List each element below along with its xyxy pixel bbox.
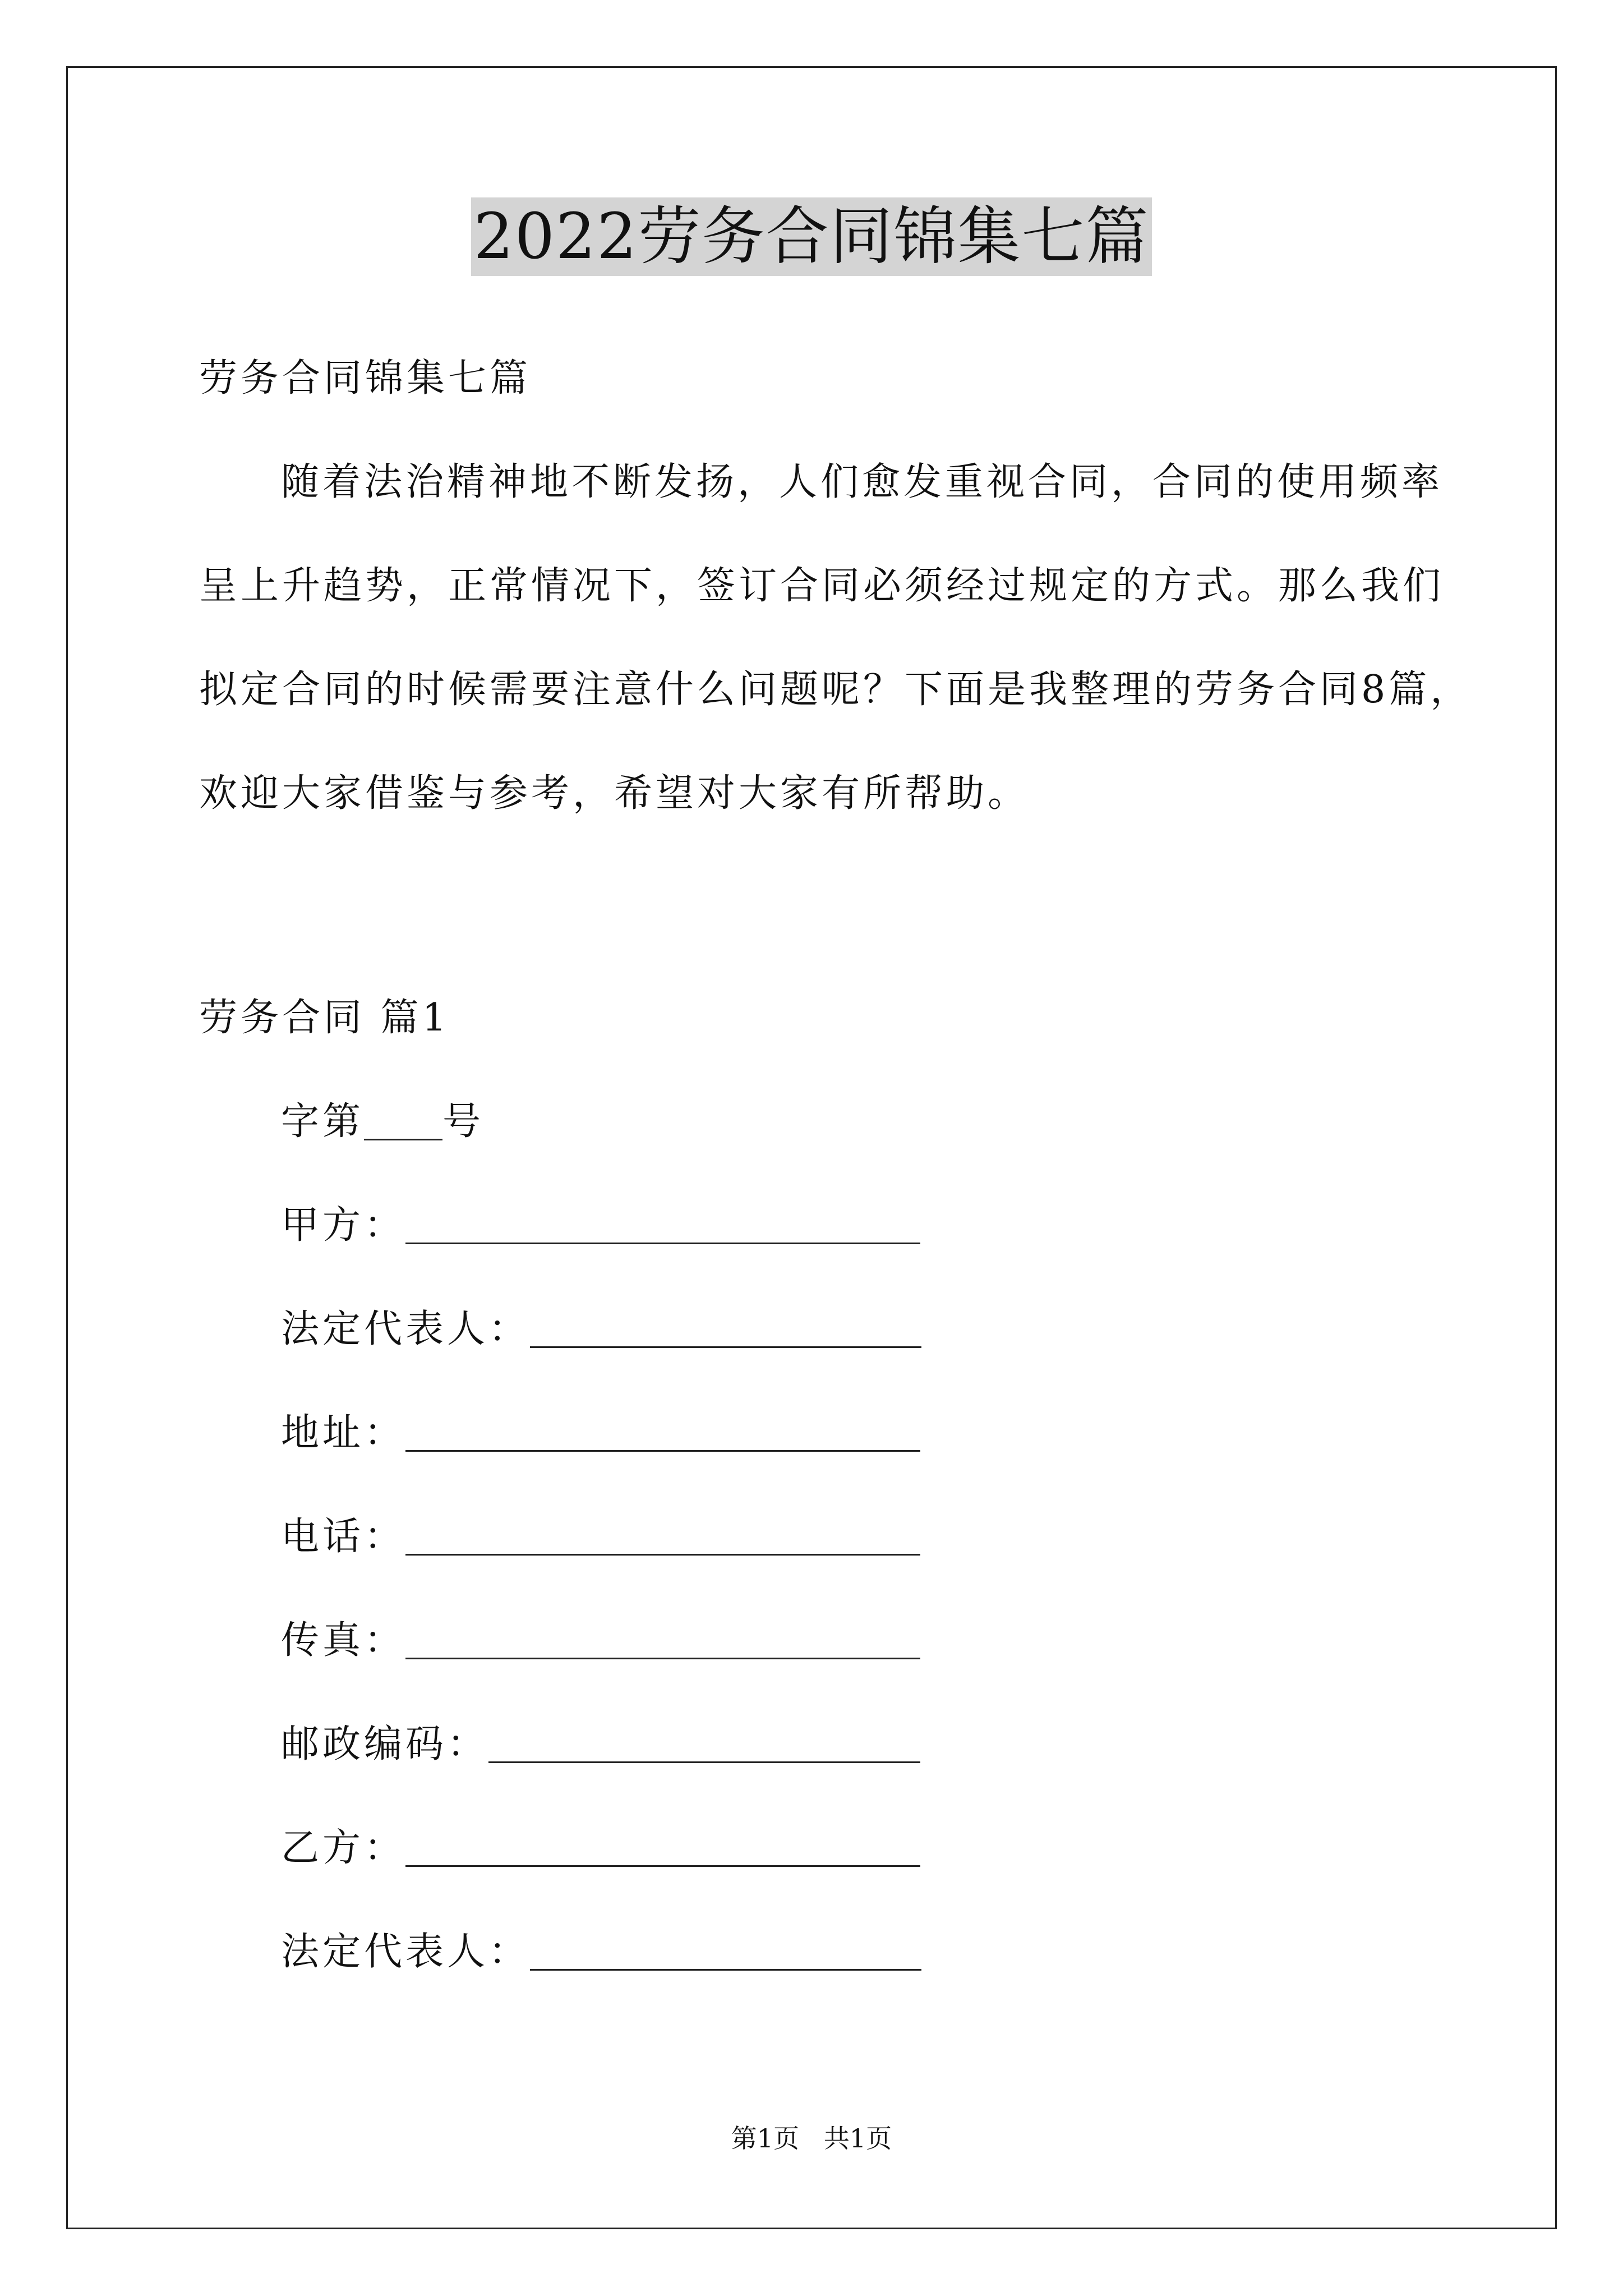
field-label: 地址： xyxy=(281,1411,406,1455)
intro-line: 随着法治精神地不断发扬，人们愈发重视合同，合同的使用频率 xyxy=(281,460,1444,504)
document-subtitle: 劳务合同锦集七篇 xyxy=(199,356,532,401)
title-container xyxy=(0,197,1623,276)
field-label: 法定代表人： xyxy=(281,1930,531,1974)
document-title: 2022劳务合同锦集七篇 xyxy=(471,197,1151,276)
contract-number-suffix: 号 xyxy=(442,1099,485,1144)
field-label: 甲方： xyxy=(281,1203,406,1248)
party-a-representative-blank[interactable] xyxy=(530,1312,921,1348)
intro-line: 呈上升趋势，正常情况下，签订合同必须经过规定的方式。那么我们 xyxy=(199,564,1445,608)
postal-code-blank[interactable] xyxy=(488,1727,920,1763)
field-label: 传真： xyxy=(281,1618,406,1663)
section-heading: 劳务合同 篇1 xyxy=(199,996,450,1040)
fax-field xyxy=(281,1616,920,1666)
intro-line: 拟定合同的时候需要注意什么问题呢？下面是我整理的劳务合同8篇， xyxy=(199,668,1472,712)
intro-paragraph xyxy=(199,457,1472,872)
fax-blank[interactable] xyxy=(405,1623,920,1659)
address-field xyxy=(281,1408,920,1458)
party-a-blank[interactable] xyxy=(405,1208,920,1244)
field-label: 邮政编码： xyxy=(281,1722,489,1766)
address-blank[interactable] xyxy=(405,1415,920,1452)
contract-number-field xyxy=(281,1097,484,1147)
contract-number-blank[interactable] xyxy=(364,1104,442,1140)
postal-code-field xyxy=(281,1719,920,1770)
field-label: 法定代表人： xyxy=(281,1307,531,1351)
party-b-representative-field xyxy=(281,1927,921,1977)
phone-blank[interactable] xyxy=(405,1519,920,1556)
party-b-representative-blank[interactable] xyxy=(530,1934,921,1971)
party-b-blank[interactable] xyxy=(405,1830,920,1867)
party-a-field xyxy=(281,1200,920,1251)
party-a-representative-field xyxy=(281,1304,921,1355)
field-label: 电话： xyxy=(281,1515,406,1559)
field-label: 乙方： xyxy=(281,1826,406,1870)
party-b-field xyxy=(281,1823,920,1874)
page-footer: 第1页 共1页 xyxy=(731,2123,892,2154)
intro-line: 欢迎大家借鉴与参考，希望对大家有所帮助。 xyxy=(199,771,1030,816)
contract-number-prefix: 字第 xyxy=(281,1099,365,1144)
phone-field xyxy=(281,1512,920,1562)
